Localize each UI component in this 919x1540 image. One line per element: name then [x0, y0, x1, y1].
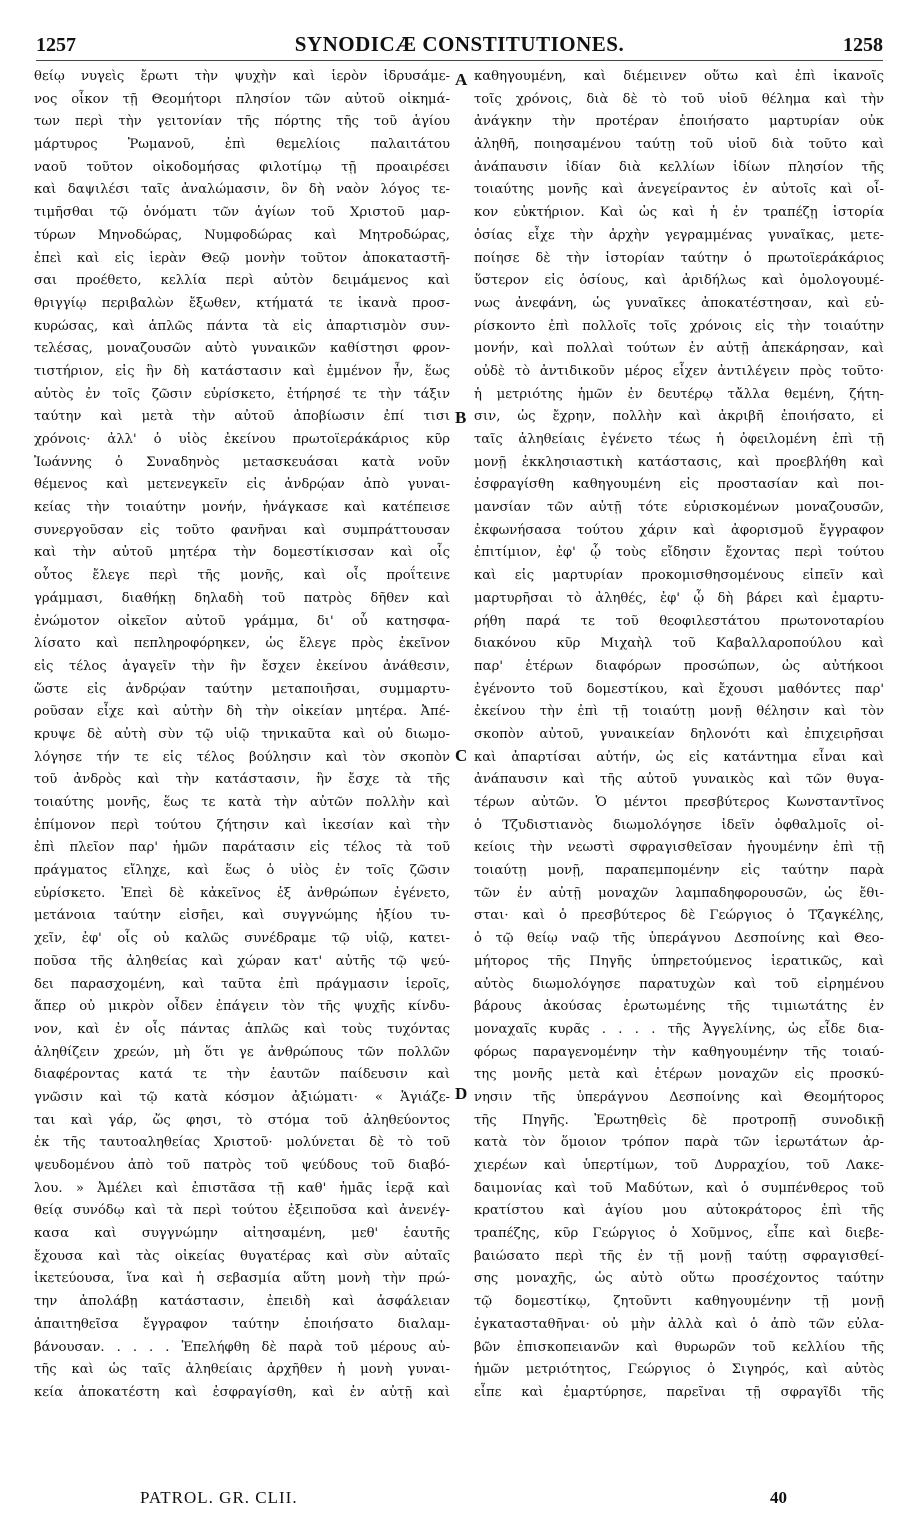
left-column-line: λόγησε τήν τε εἰς τέλος βούλησιν καὶ τὸν σκοπὸν [34, 749, 450, 765]
right-column-line: ὁσίας εἶχε τὴν ἀρχὴν γεγραμμένας γυναῖκας, μετε- [474, 227, 884, 243]
left-column-line: γνῶσιν καὶ τῷ κατὰ κόσμον ἀξιώματι· « Ἁγιάζε- [34, 1089, 450, 1105]
left-column-line: τῆς καὶ ὡς ταῖς ἀληθείαις ἀρχῆθεν ἡ μονὴ γυναι- [34, 1362, 450, 1378]
left-column-line: συνεργοῦσαν εἰς τοῦτο φανῆναι καὶ συμπράττουσαν [34, 522, 450, 538]
right-column-line: σιν, ὡς ἔχρην, πολλὴν καὶ ἀκριβῆ ἐποιήσατο, εἰ [474, 409, 884, 425]
left-column-line: ἱκετεύουσα, ἵνα καὶ ἡ σεβασμία αὕτη μονὴ τὴν πρώ- [34, 1271, 450, 1287]
right-column-line: διακόνου κῦρ Μιχαὴλ τοῦ Καβαλλαροπούλου καὶ [474, 636, 884, 652]
left-column-line: χεῖν, ἐφ' οἷς οὐ καλῶς συνέδραμε τῷ υἱῷ, κατει- [34, 931, 450, 947]
left-column-line: καὶ τὴν αὐτοῦ μητέρα τὴν δομεστίκισσαν καὶ οἷς [34, 545, 450, 561]
right-column-line: χιερέων καὶ ὑπερτίμων, τοῦ Δυρραχίου, τοῦ Λακε- [474, 1158, 884, 1173]
right-column-line: τραπέζης, κῦρ Γεώργιος ὁ Χοῦμνος, εἶπε καὶ διεβε- [474, 1226, 884, 1242]
left-column-line: ται καὶ γάρ, ὥς φησι, τὸ στόμα τοῦ ἀληθεύοντος [34, 1112, 450, 1128]
left-column-line: ἐπίμονον περὶ τούτου ζήτησιν καὶ ἱκεσίαν καὶ τὴν [34, 817, 450, 833]
right-column-line: ἡ μετριότης ἡμῶν ἐν δευτέρῳ τἄλλα θεμένη, ζήτη- [474, 386, 884, 402]
left-column-line: ἀπαιτηθεῖσα ἔγγραφον ταύτην ἐποιήσατο διαλαμ- [34, 1316, 450, 1332]
left-column-line: κείας τὴν τοιαύτην μονήν, ἠνάγκασε καὶ κατέπεισε [34, 500, 450, 516]
right-column-line: καὶ εἰς μαρτυρίαν προκομισθησομένους εἰπεῖν καὶ [474, 568, 884, 584]
left-column-line: ἐπεὶ καὶ εἰς ἱερὰν Θεῷ μονὴν τοῦτον ἀποκαταστῆ- [34, 250, 450, 266]
left-column-line: χρόνοις· ἀλλ' ὁ υἱὸς ἐκείνου πρωτοϊεράκάριος κῦρ [34, 432, 450, 447]
left-column-line: θριγγίῳ περιβαλὼν ἔξωθεν, κτήματά τε ἱκανὰ προσ- [34, 295, 450, 311]
left-column-line: κυρώσας, καὶ ἁπλῶς πάντα τὰ εἰς ἀπαρτισμὸν συν- [34, 318, 450, 334]
right-column-line: μονῇ ἐκκλησιαστικὴ κατάστασις, καὶ προεβλήθη καὶ [474, 454, 884, 470]
left-column-line: κασα καὶ συγγνώμην αἰτησαμένη, μεθ' ἑαυτῆς [34, 1226, 450, 1242]
right-column-line: τοιαύτῃ μονῇ, παραπεμπομένην εἰς ταύτην παρὰ [474, 863, 884, 879]
right-column-line: τῶν ἐν αὐτῇ μοναχῶν λαμπαδηφορουσῶν, ὡς ἔθι- [474, 885, 884, 901]
left-column-line: εὑρίσκετο. Ἐπεὶ δὲ κἀκεῖνος ἐξ ἀνθρώπων ἐγένετο, [34, 885, 450, 901]
left-column-line: ὥστε εἰς ἀνδρῴαν ταύτην μεταποιῆσαι, συμμαρτυ- [34, 681, 450, 697]
left-column-line: πράγματος εἴληχε, καὶ ἕως ὁ υἱὸς ἐν τοῖς ζῶσιν [34, 863, 450, 879]
right-column-line: μαρτυρῆσαι τὸ ἀληθές, ἐφ' ᾧ δὴ βάρει καὶ ἐμαρτυ- [474, 590, 884, 606]
left-column-line: ψευδομένου ἀπὸ τοῦ πατρὸς τοῦ ψεύδους τοῦ διαβό- [34, 1158, 450, 1173]
right-column-line: ἐσφραγίσθη καθηγουμένη εἰς προστασίαν καὶ ποι- [474, 477, 884, 493]
right-column-line: τοιαύτης μονῆς καὶ ἀνεγείραντος ἐν αὐτοῖς καὶ οἶ- [474, 182, 884, 198]
left-column-line: θείῳ νυγεὶς ἔρωτι τὴν ψυχὴν καὶ ἱερὸν ἱδρυσάμε- [34, 69, 450, 84]
right-column-line: οὐδὲ τὸ ἀντιδικοῦν μέρος εἶχεν ἀντιλέγειν πρὸς τοῦτο· [474, 363, 884, 379]
margin-letter-b: B [455, 408, 467, 427]
right-column-line: ὁ τῷ θείῳ ναῷ τῆς ὑπεράγνου Δεσποίνης καὶ Θεο- [474, 931, 884, 947]
right-column-line: ρίσκοντο ἐπὶ πολλοῖς τοῖς χρόνοις εἰς τὴν τοιαύτην [474, 318, 884, 334]
right-column-line: κον εὐκτήριον. Καὶ ὡς καὶ ἡ ἐν τραπέζῃ ἱστορία [474, 205, 884, 221]
right-column-line: βάρους ἀκούσας ἐρωτωμένης τῆς τιμιωτάτης ἐν [474, 999, 884, 1015]
right-column-line: βῶν ἐπισκοπειανῶν καὶ θυρωρῶν τοῦ κελλίου τῆς [474, 1339, 884, 1355]
right-column-line: κατὰ τὸν ὅμοιον τρόπον παρὰ τῶν ἱερωτάτων ἀρ- [474, 1135, 884, 1151]
left-column-line: Ἰωάννης ὁ Συναδηνὸς μετασκευάσαι κατὰ νοῦν [34, 454, 450, 470]
right-column-line: αὐτὸς διωμολόγησε παρατυχὼν καὶ τοῦ εἰρημένου [474, 976, 884, 992]
left-column-line: μετάνοια ταύτην εἰσῆει, καὶ συγγνώμης ἠξίου τυ- [34, 908, 450, 924]
left-column-line: την ἀπολάβῃ κατάστασιν, ἐπειδὴ καὶ ἀσφάλειαν [34, 1294, 450, 1310]
margin-letter-d: D [455, 1084, 468, 1103]
left-column-line: νον, καὶ ἐν οἷς πάντας ἁπλῶς καὶ τοὺς τυχόντας [34, 1021, 450, 1037]
right-column-line: ἀληθῆ, ποιησαμένου ταύτῃ τοῦ υἱοῦ διὰ τοῦτο καὶ [474, 137, 884, 153]
page-footer [40, 1488, 879, 1512]
right-column-line: ἐγκατασταθῆναι· οὐ μὴν ἀλλὰ καὶ ὁ ἀπὸ τῶν εὐλα- [474, 1316, 884, 1332]
left-column-line: ἀληθίζειν χρεών, μὴ ὅτι γε ἀνθρώπους τῶν πολλῶν [34, 1044, 450, 1060]
right-column-line: ἐγένοντο τοῦ δομεστίκου, καὶ ἔχουσι μαθόντες παρ' [474, 681, 884, 697]
left-column-line: σαι προέθετο, κελλία περὶ αὐτὸν δειμάμενος καὶ [34, 273, 450, 289]
right-column-line: ἀνάγκην τὴν προτέραν ἐποιήσατο μαρτυρίαν οὐκ [474, 114, 884, 130]
left-column-line: καὶ δαψιλέσι ταῖς ἀναλώμασιν, ὃν δὴ ναὸν λόγος τε- [34, 182, 450, 198]
left-column-line: οὗτος ἔλεγε περὶ τῆς μονῆς, καὶ οἷς προΐτεινε [34, 568, 450, 584]
left-column-line: τιμῆσθαι τῷ ὀνόματι τῶν ἁγίων τοῦ Χριστοῦ μαρ- [34, 205, 450, 221]
right-column-line: κείοις τὴν νεωστὶ σφραγισθεῖσαν ἡγουμένην ἐπὶ τῇ [474, 840, 884, 856]
right-column-line: ταῖς ἀληθείαις ἐγένετο τέως ἡ ὀφειλομένη ἐπὶ τῇ [474, 432, 884, 447]
left-column-line: νος οἶκον τῇ Θεομήτορι πλησίον τῶν αὐτοῦ οἰκημά- [34, 91, 450, 107]
left-column-line: δει παρασχομένη, καὶ ταῦτα ἐπὶ πράγμασιν ἱεροῖς, [34, 976, 450, 992]
right-column-line: ἐκείνου τὴν ἐπὶ τῇ τοιαύτῃ μονῇ θέλησιν καὶ τὸν [474, 704, 884, 720]
right-column-line: παρ' ἑτέρων διαφόρων προσώπων, ὡς αὐτήκοοι [474, 658, 884, 674]
left-column-line: θείᾳ συνόδῳ καὶ τὰ περὶ τούτου ἐξειποῦσα καὶ ἀνενέγ- [34, 1203, 450, 1219]
left-column-line: τύρων Μηνοδώρας, Νυμφοδώρας καὶ Μητροδώρας, [34, 227, 450, 243]
volume-signature: PATROL. GR. CLII. [140, 1488, 298, 1507]
page-number-left: 1257 [36, 34, 76, 56]
right-column-line: μοναχαῖς κυρᾶς . . . . τῆς Ἀγγελίνης, ὡς εἶδε δια- [474, 1021, 884, 1037]
right-column-line: κρατίστου καὶ ἁγίου μου αὐτοκράτορος ἐπὶ τῆς [474, 1203, 884, 1219]
left-column-line: τοῦ ἀνδρὸς καὶ τὴν κατάστασιν, ἣν ἔσχε τὰ τῆς [34, 772, 450, 788]
right-column-line: ρήθη παρά τε τοῦ θεοφιλεστάτου πρωτονοταρίου [474, 613, 884, 629]
right-column-line: σκοπὸν αὐτοῦ, γυναικείαν δηλονότι καὶ ἐπιχειρῆσαι [474, 726, 884, 742]
left-column-line: ναοῦ τοῦτον οἰκοδομήσας φιλοτίμῳ τῇ προαιρέσει [34, 159, 450, 175]
right-column-line: ὁ Τζυδιστιανὸς διωμολόγησε ἰδεῖν ὀφθαλμοῖς οἰ- [474, 817, 884, 833]
left-column-line: ἐνώμοτον οἰκεῖον αὐτοῦ γράμμα, δι' οὗ κατησφα- [34, 613, 450, 629]
right-column-line: μήτορος τῆς Πηγῆς ὑπηρετούμενος ἱερατικῶς, καὶ [474, 953, 884, 969]
right-column-line: τῆς Πηγῆς. Ἐρωτηθεὶς δὲ προτροπῇ συνοδικῇ [474, 1112, 884, 1128]
right-column-line: νως ἀνεφάνη, ὡς γυναῖκες ἀποκατέστησαν, καὶ εὑ- [474, 295, 884, 311]
left-column-line: μάρτυρος Ῥωμανοῦ, ἐπὶ θεμελίοις παλαιτάτου [34, 137, 450, 153]
header-rule [36, 60, 883, 61]
right-column-line: καὶ ἀπαρτίσαι αὐτήν, ὡς εἰς κατάντημα εἶναι καὶ [474, 749, 884, 765]
left-column-line: γράμμασι, διαθήκῃ δηλαδὴ τοῦ πατρὸς δῆθεν καὶ [34, 590, 450, 606]
right-column-line: μανσίαν τῶν αὐτῇ τότε εὑρισκομένων μοναζουσῶν, [474, 500, 884, 516]
left-column-line: ἅπερ οὐ μικρὸν οἶδεν ἐπάγειν τὸν τῆς ψυχῆς κίνδυ- [34, 999, 450, 1015]
left-column-line: αὐτὸς ἐν τοῖς ζῶσιν εὑρίσκετο, ἐτήρησέ τε τὴν τάξιν [34, 386, 450, 402]
right-column-line: βαιώσατο περὶ τῆς ἐν τῇ μονῇ ταύτῃ σφραγισθεί- [474, 1248, 884, 1264]
right-column-line: τῷ δομεστίκῳ, ζητοῦντι καθηγουμένην τῇ μονῇ [474, 1294, 884, 1310]
right-column-line: εἶπε καὶ ἐμαρτύρησε, παρεῖναι τῇ σφραγῖδι τῆς [474, 1384, 884, 1400]
right-column-line: καθηγουμένη, καὶ διέμεινεν οὕτω καὶ ἐπὶ ἱκανοῖς [474, 69, 884, 84]
right-column [474, 66, 884, 1405]
right-column-line: ὕστερον εἰς ὁσίους, καὶ ἀριδήλως καὶ ὁμολογουμέ- [474, 273, 884, 289]
running-title: SYNODICÆ CONSTITUTIONES. [294, 32, 625, 56]
left-column-line: κρυψε δὲ αὐτὴ σὺν τῷ υἱῷ τηνικαῦτα καὶ οὐ διωμο- [34, 726, 450, 742]
left-column-line: βάνουσαν. . . . . Ἐπελήφθη δὲ παρὰ τοῦ μέρους αὐ- [34, 1339, 450, 1355]
left-column-line: θέμενος καὶ μετενεγκεῖν εἰς ἀνδρῴαν ἀπὸ γυναι- [34, 477, 450, 493]
right-column-line: της μονῆς μετὰ καὶ ἑτέρων μοναχῶν εἰς προσκύ- [474, 1067, 884, 1083]
left-column-line: εἰς τέλος ἀγαγεῖν τὴν ἣν ἔσχεν ἐκείνου ἀνάθεσιν, [34, 658, 450, 674]
left-column-line: ταύτην καὶ μετὰ τὴν αὐτοῦ ἀποβίωσιν ἐπί τισι [34, 409, 450, 425]
right-column-line: ἀνάπαυσιν ἰδίαν διὰ κελλίων ἰδίων πλησίον τῆς [474, 159, 884, 175]
left-column-line: των περὶ τὴν γειτονίαν τῆς πόρτης τῆς τοῦ ἁγίου [34, 114, 450, 130]
right-column-line: ποίησε δὲ τὴν ἱστορίαν ταύτην ὁ πρωτοϊεράκάριος [474, 250, 884, 266]
left-column-line: διαφέροντας κατά τε τὴν ἑαυτῶν παίδευσιν καὶ [34, 1067, 450, 1083]
left-column-line: τελέσας, μοναζουσῶν αὐτὸ γυναικῶν καθίστησι φρον- [34, 341, 450, 357]
left-column-line: ἐκ τῆς ταυτοαληθείας Χριστοῦ· μολύνεται δὲ τὸ τοῦ [34, 1135, 450, 1151]
right-column-line: ἀνάπαυσιν καὶ τῆς αὐτοῦ γυναικὸς καὶ τῶν θυγα- [474, 772, 884, 788]
right-column-line: τοῖς χρόνοις, διὰ δὲ τὸ τοῦ υἱοῦ θέλημα καὶ τὴν [474, 91, 884, 107]
left-column-line: κεία ἀποκατέστη καὶ ἐσφραγίσθη, καὶ ἐν αὐτῇ καὶ [34, 1384, 450, 1400]
right-column-line: φόρως παραγενομένην τὴν καθηγουμένην τῆς τοιαύ- [474, 1044, 884, 1060]
right-column-line: τέρων αὐτῶν. Ὁ μέντοι πρεσβύτερος Κωνσταντῖνος [474, 795, 884, 810]
right-column-line: μονήν, καὶ πολλαὶ τούτων ἐν αὐτῇ ἀπεκάρησαν, καὶ [474, 341, 884, 357]
left-column-line: ἔχουσα καὶ τὰς οἰκείας θυγατέρας καὶ σὺν αὐταῖς [34, 1248, 450, 1264]
right-column-line: ἐπιτίμιον, ἐφ' ᾧ τοὺς εἴδησιν ἔχοντας περὶ τούτου [474, 545, 884, 561]
right-column-line: ἐκφωνήσασα τούτου χάριν καὶ ἀφορισμοῦ ἔγγραφον [474, 522, 884, 538]
right-column-line: σται· καὶ ὁ πρεσβύτερος δὲ Γεώργιος ὁ Τζαγκέλης, [474, 908, 884, 924]
running-header [36, 32, 883, 60]
left-column-line: λου. » Ἀμέλει καὶ ἐπιστᾶσα τῇ καθ' ἡμᾶς ἱερᾷ καὶ [34, 1180, 450, 1196]
margin-letter-a: A [455, 70, 468, 89]
left-column-line: ἐπὶ πλεῖον παρ' ἡμῶν παράτασιν εἰς τέλος τὰ τοῦ [34, 840, 450, 856]
page-number-right: 1258 [842, 34, 883, 56]
right-column-line: ἡμῶν μετριότητος, Γεώργιος ὁ Σιγηρός, καὶ αὐτὸς [474, 1362, 884, 1378]
left-column-line: ροῦσαν εἶχε καὶ αὐτὴν δὴ τὴν οἰκείαν μητέρα. Ἀπέ- [34, 704, 450, 720]
left-column-line: ποῦσα τῆς ἀληθείας καὶ χώραν κατ' αὐτῆς τῷ ψεύ- [34, 953, 450, 969]
right-column-line: σης μοναχῆς, ὡς αὐτὸ οὕτω προσέχοντος ταύτην [474, 1271, 884, 1287]
right-column-line: νησιν τῆς ὑπεράγνου Δεσποίνης καὶ Θεομήτορος [474, 1089, 884, 1105]
left-column-line: λίσατο καὶ πεπληροφόρηκεν, ὡς ἔλεγε πρὸς ἐκεῖνον [34, 636, 450, 652]
left-column-line: τιστήριον, εἰς ἣν δὴ κατάστασιν καὶ ἐμμένον ἦν, ἕως [34, 363, 450, 379]
margin-letter-c: C [455, 746, 468, 765]
right-column-line: δαιμονίας καὶ τοῦ Μαδύτων, καὶ ὁ συμπένθερος τοῦ [474, 1180, 884, 1196]
left-column [34, 66, 450, 1405]
left-column-line: τοιαύτης μονῆς, ἕως τε κατὰ τὴν αὐτῶν πολλὴν καὶ [34, 795, 450, 810]
sheet-number: 40 [770, 1488, 787, 1507]
